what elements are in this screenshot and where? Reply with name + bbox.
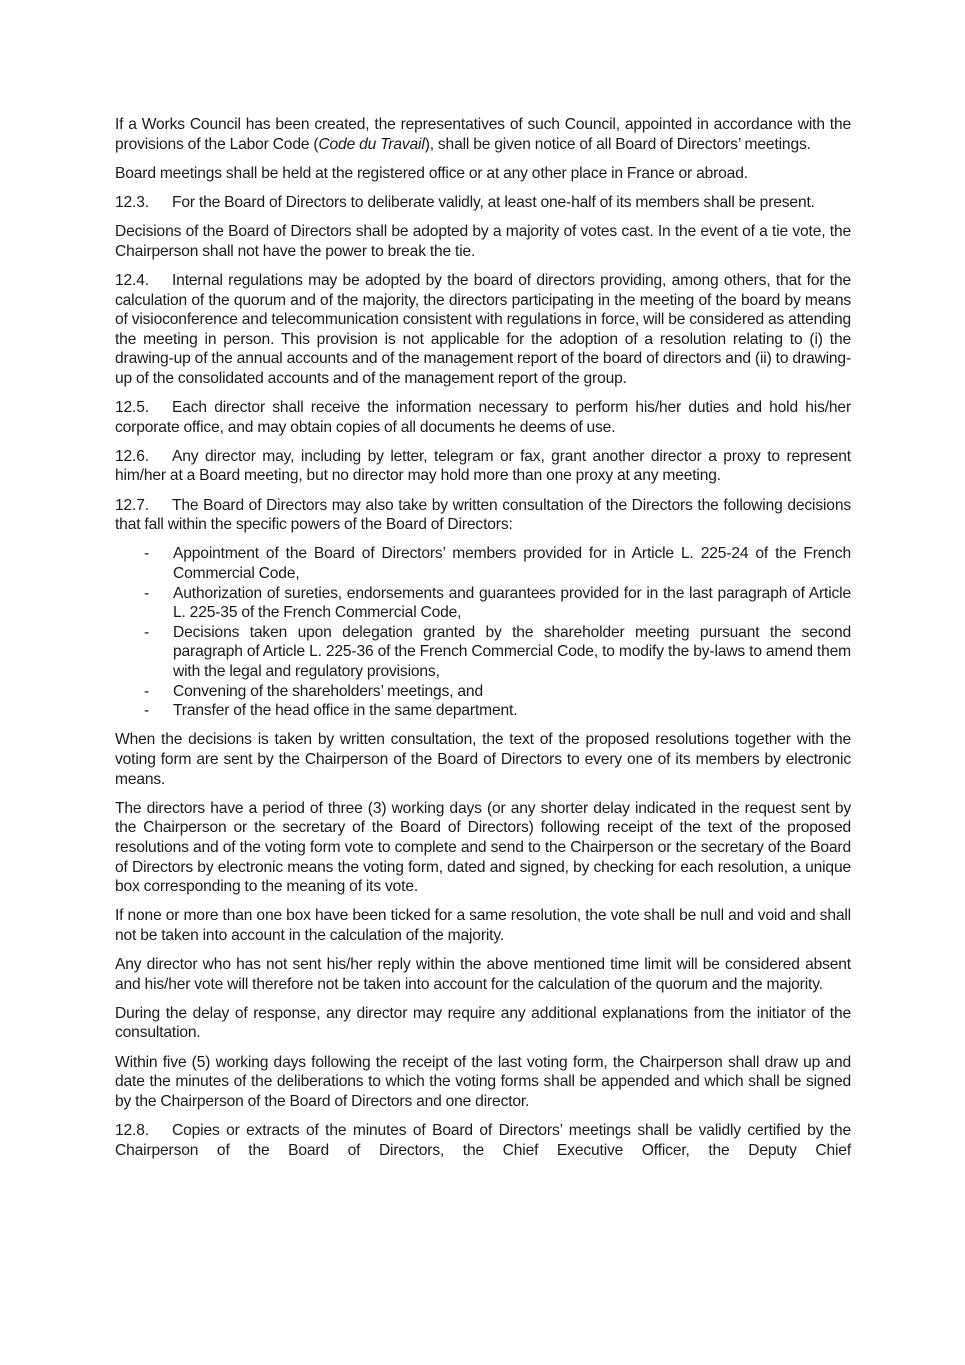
list-item-text: Convening of the shareholders’ meetings, and xyxy=(173,682,483,700)
dash-bullet-icon: - xyxy=(144,702,150,720)
list-item-text: Transfer of the head office in the same department. xyxy=(173,702,518,720)
section-number: 12.4. xyxy=(115,271,149,289)
paragraph-text: Board meetings shall be held at the registered office or at any other place in France or abroad. xyxy=(115,164,748,182)
list-item xyxy=(115,682,851,702)
paragraph-text: If a Works Council has been created, the representatives of such Council, appointed in accordance with the provisions of the Labor Code ( xyxy=(115,116,851,153)
paragraph-12-4 xyxy=(115,271,851,389)
paragraph-written-consultation xyxy=(115,730,851,789)
section-number: 12.6. xyxy=(115,447,149,465)
paragraph-meeting-place xyxy=(115,164,851,184)
paragraph-additional-explanations xyxy=(115,1004,851,1043)
paragraph-text: ), shall be given notice of all Board of Directors’ meetings. xyxy=(424,135,811,153)
list-item-text: Authorization of sureties, endorsements and guarantees provided for in the last paragraph of Article L. 225-35 of the French Commercial Code, xyxy=(173,584,851,622)
paragraph-decisions-majority xyxy=(115,222,851,261)
list-item xyxy=(115,701,851,721)
paragraph-minutes-drawn-up xyxy=(115,1053,851,1112)
paragraph-works-council xyxy=(115,115,851,154)
paragraph-text: Any director may, including by letter, telegram or fax, grant another director a proxy to represent him/her at a Board meeting, but no director may hold more than one proxy at any meeting. xyxy=(115,447,851,485)
paragraph-response-period xyxy=(115,799,851,897)
list-item-text: Decisions taken upon delegation granted by the shareholder meeting pursuant the second paragraph of Article L. 225-36 of the French Commercial Code, to modify the by-laws to amend them with the legal and regulatory provisions, xyxy=(173,623,851,680)
section-number: 12.8. xyxy=(115,1122,149,1140)
paragraph-12-5 xyxy=(115,398,851,437)
paragraph-text: Within five (5) working days following the receipt of the last voting form, the Chairperson shall draw up and date the minutes of the deliberations to which the voting forms shall be appended and which shall be signed by the Chairperson of the Board of Directors and one director. xyxy=(115,1053,851,1110)
dash-bullet-icon: - xyxy=(144,584,150,602)
paragraph-text: For the Board of Directors to deliberate validly, at least one-half of its members shall be present. xyxy=(172,193,815,211)
paragraph-null-vote xyxy=(115,906,851,945)
document-page xyxy=(115,115,851,1170)
dash-bullet-icon: - xyxy=(144,545,150,563)
written-consultation-decisions-list xyxy=(115,544,851,720)
paragraph-absent-director xyxy=(115,955,851,994)
paragraph-text: When the decisions is taken by written consultation, the text of the proposed resolutions together with the voting form are sent by the Chairperson of the Board of Directors to every one of its members by electronic means. xyxy=(115,731,851,788)
paragraph-12-8 xyxy=(115,1121,851,1160)
section-number: 12.5. xyxy=(115,399,149,417)
dash-bullet-icon: - xyxy=(144,682,150,700)
list-item xyxy=(115,623,851,682)
section-number: 12.7. xyxy=(115,496,149,514)
paragraph-text: Internal regulations may be adopted by the board of directors providing, among others, that for the calculation of the quorum and of the majority, the directors participating in the meeting of the board by means of visioconference and telecommunication consistent with regulations in force, will be considered as attending the meeting in person. This provision is not applicable for the adoption of a resolution relating to (i) the drawing-up of the annual accounts and of the management report of the board of directors and (ii) to drawing-up of the consolidated accounts and of the management report of the group. xyxy=(115,271,851,387)
paragraph-text: If none or more than one box have been ticked for a same resolution, the vote shall be null and void and shall not be taken into account in the calculation of the majority. xyxy=(115,907,851,944)
list-item xyxy=(115,584,851,623)
dash-bullet-icon: - xyxy=(144,623,150,641)
paragraph-12-3 xyxy=(115,193,851,213)
paragraph-text: Any director who has not sent his/her reply within the above mentioned time limit will be considered absent and his/her vote will therefore not be taken into account for the calculation of the quorum and the majority. xyxy=(115,956,851,993)
list-item-text: Appointment of the Board of Directors’ members provided for in Article L. 225-24 of the French Commercial Code, xyxy=(173,545,851,583)
italic-term: Code du Travail xyxy=(318,135,425,153)
paragraph-text: The Board of Directors may also take by written consultation of the Directors the following decisions that fall within the specific powers of the Board of Directors: xyxy=(115,496,851,534)
list-item xyxy=(115,544,851,583)
paragraph-12-6 xyxy=(115,447,851,486)
paragraph-text: During the delay of response, any director may require any additional explanations from the initiator of the consultation. xyxy=(115,1004,851,1042)
paragraph-text: Each director shall receive the information necessary to perform his/her duties and hold his/her corporate office, and may obtain copies of all documents he deems of use. xyxy=(115,399,851,436)
paragraph-text: Decisions of the Board of Directors shall be adopted by a majority of votes cast. In the event of a tie vote, the Chairperson shall not have the power to break the tie. xyxy=(115,223,851,260)
paragraph-text: The directors have a period of three (3) working days (or any shorter delay indicated in the request sent by the Chairperson or the secretary of the Board of Directors) following receipt of the text of the proposed resolutions and of the voting form vote to complete and send to the Chairperson or the secretary of the Board of Directors by electronic means the voting form, dated and signed, by checking for each resolution, a unique box corresponding to the meaning of its vote. xyxy=(115,799,851,896)
paragraph-12-7 xyxy=(115,496,851,535)
paragraph-text: Copies or extracts of the minutes of Board of Directors’ meetings shall be validly certified by the Chairperson of the Board of Directors, the Chief Executive Officer, the Deputy Chief xyxy=(115,1122,851,1159)
section-number: 12.3. xyxy=(115,193,149,211)
